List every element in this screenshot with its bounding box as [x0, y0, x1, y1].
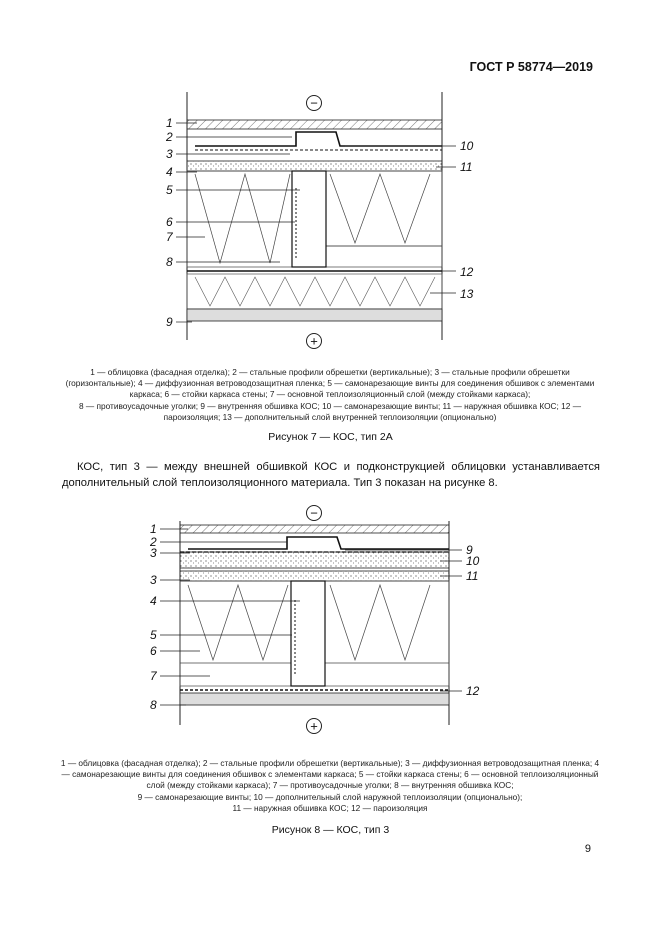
svg-text:6: 6	[150, 644, 157, 658]
svg-text:13: 13	[460, 287, 474, 301]
svg-text:+: +	[310, 333, 318, 349]
left-callouts	[165, 116, 174, 329]
main-insulation	[187, 171, 442, 267]
svg-text:5: 5	[166, 183, 173, 197]
minus-symbol	[307, 96, 322, 111]
standard-designation: ГОСТ Р 58774—2019	[469, 60, 593, 74]
svg-text:+: +	[310, 718, 318, 734]
main-insulation	[180, 581, 449, 686]
svg-text:11: 11	[460, 160, 473, 174]
svg-text:2: 2	[150, 535, 157, 549]
svg-text:−: −	[310, 505, 318, 521]
plus-symbol	[307, 719, 322, 734]
svg-text:4: 4	[166, 165, 173, 179]
body-paragraph: КОС, тип 3 — между внешней обшивкой КОС и подконструкцией облицовки устанавливается дополнительный слой теплоизоляционного материала. Тип 3 показан на рисунке 8.	[62, 461, 600, 489]
figure-8-legend: 1 — облицовка (фасадная отделка); 2 — стальные профили обрешетки (вертикальные); 3 — диффузионная ветроводозащитная пленка; 4 — самонарезающие винты для соединения обшивок с элементами каркаса; 5 — стойки каркаса стены; 6 — основной теплоизоляционный слой (между стойками каркаса); 7 — противоусадочные уголки; 8 — внутренняя обшивка КОС; 9 — самонарезающие винты; 10 — дополнительный слой наружной теплоизоляции (опционально); 11 — наружная обшивка КОС; 12 — пароизоляция	[60, 758, 600, 813]
svg-text:1: 1	[150, 522, 157, 536]
inner-sheathing	[187, 309, 442, 321]
svg-text:12: 12	[460, 265, 474, 279]
svg-text:3: 3	[150, 546, 157, 560]
cladding-layer	[180, 525, 449, 533]
svg-text:1: 1	[166, 116, 173, 130]
svg-text:9: 9	[166, 315, 173, 329]
svg-text:4: 4	[150, 594, 157, 608]
svg-text:−: −	[310, 95, 318, 111]
svg-text:10: 10	[466, 554, 480, 568]
svg-text:12: 12	[466, 684, 480, 698]
outer-sheathing	[180, 571, 449, 581]
cladding-layer	[187, 120, 442, 129]
svg-text:9: 9	[466, 543, 473, 557]
svg-text:5: 5	[150, 628, 157, 642]
inner-sheathing	[180, 693, 449, 705]
svg-text:2: 2	[166, 130, 173, 144]
svg-text:3: 3	[150, 573, 157, 587]
svg-text:3: 3	[166, 147, 173, 161]
figure-7-caption: Рисунок 7 — КОС, тип 2А	[268, 431, 393, 443]
svg-text:7: 7	[150, 669, 157, 683]
figure-7-legend: 1 — облицовка (фасадная отделка); 2 — стальные профили обрешетки (вертикальные); 3 — стальные профили обрешетки (горизонтальные); 4 — диффузионная ветроводозащитная пленка; 5 — самонарезающие винты для соединения обшивок с элементами каркаса; 6 — стойки каркаса стены; 7 — основной теплоизоляционный слой (между стойками каркаса); 8 — противоусадочные уголки; 9 — внутренняя обшивка КОС; 10 — самонарезающие винты; 11 — наружная обшивка КОС; 12 — пароизоляция; 13 — дополнительный слой внутренней теплоизоляции (опционально)	[65, 367, 595, 422]
svg-text:11: 11	[466, 569, 479, 583]
steel-profile	[195, 132, 442, 146]
outer-sheathing	[187, 161, 442, 171]
steel-profile	[188, 537, 449, 549]
minus-symbol	[307, 506, 322, 521]
left-callouts	[149, 522, 158, 712]
frame-stud	[291, 581, 325, 686]
svg-text:8: 8	[166, 255, 173, 269]
right-callouts	[460, 139, 474, 301]
additional-outer-insulation	[180, 552, 449, 568]
svg-text:7: 7	[166, 230, 173, 244]
svg-text:6: 6	[166, 215, 173, 229]
svg-text:10: 10	[460, 139, 474, 153]
plus-symbol	[307, 334, 322, 349]
page-number: 9	[584, 843, 591, 855]
figure-8-caption: Рисунок 8 — КОС, тип 3	[271, 824, 390, 836]
svg-text:8: 8	[150, 698, 157, 712]
right-callouts	[466, 543, 480, 698]
frame-stud	[292, 171, 326, 267]
figure-7-drawing	[0, 88, 661, 350]
figure-8-drawing	[0, 505, 661, 745]
